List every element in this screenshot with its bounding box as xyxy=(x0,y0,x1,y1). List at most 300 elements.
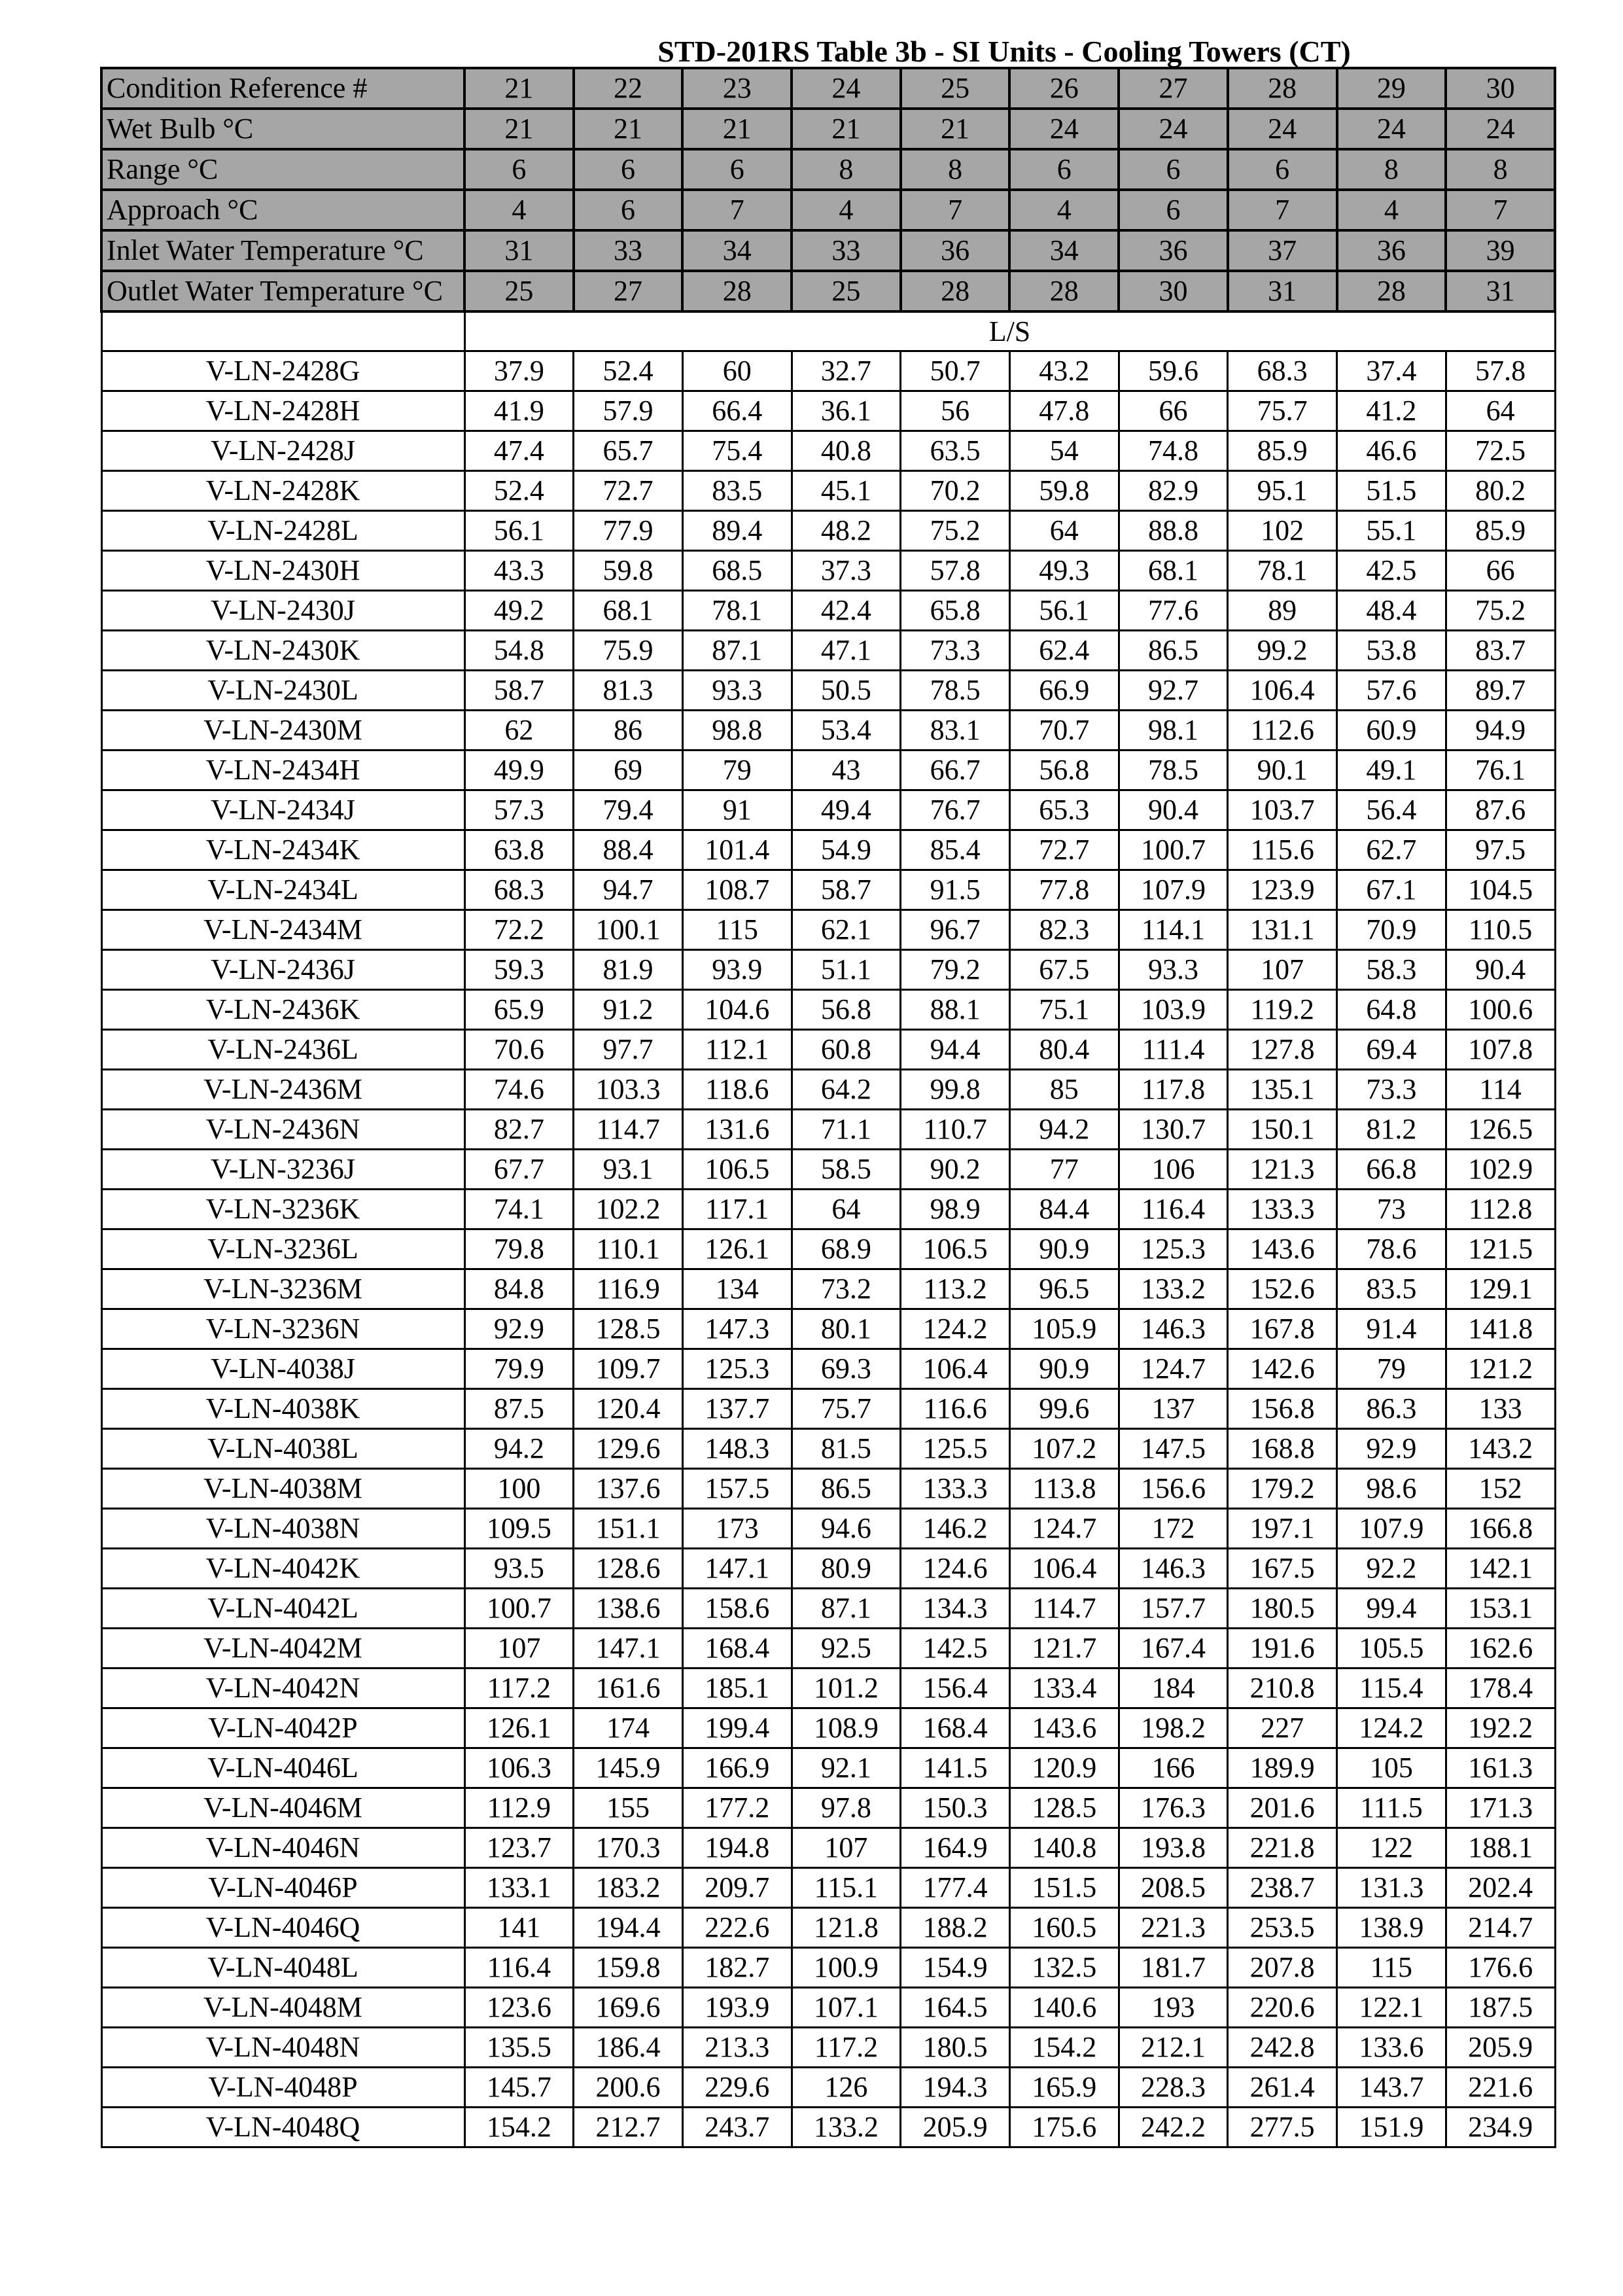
flow-value: 64 xyxy=(1446,391,1555,431)
flow-value: 47.1 xyxy=(792,631,901,671)
flow-value: 123.6 xyxy=(464,1988,574,2028)
table-row xyxy=(101,431,1555,471)
flow-value: 90.9 xyxy=(1009,1349,1119,1389)
flow-value: 194.4 xyxy=(574,1908,683,1948)
flow-value: 90.4 xyxy=(1119,790,1228,830)
flow-value: 109.7 xyxy=(574,1349,683,1389)
header-value: 23 xyxy=(682,68,792,109)
flow-value: 75.7 xyxy=(792,1389,901,1429)
table-row xyxy=(101,910,1555,950)
header-value: 6 xyxy=(1228,149,1337,190)
header-value: 28 xyxy=(1228,68,1337,109)
flow-value: 176.3 xyxy=(1119,1788,1228,1828)
flow-value: 150.3 xyxy=(901,1788,1010,1828)
table-row xyxy=(101,950,1555,990)
table-row xyxy=(101,711,1555,751)
flow-value: 133.2 xyxy=(1119,1269,1228,1309)
header-value: 33 xyxy=(792,230,901,271)
flow-value: 103.7 xyxy=(1228,790,1337,830)
table-row xyxy=(101,1229,1555,1269)
model-name: V-LN-2434K xyxy=(101,830,464,870)
flow-value: 174 xyxy=(574,1708,683,1748)
flow-value: 75.2 xyxy=(1446,591,1555,631)
flow-value: 142.6 xyxy=(1228,1349,1337,1389)
flow-value: 54.8 xyxy=(464,631,574,671)
flow-value: 107.9 xyxy=(1119,870,1228,910)
flow-value: 209.7 xyxy=(682,1868,792,1908)
flow-value: 63.5 xyxy=(901,431,1010,471)
table-row xyxy=(101,671,1555,711)
flow-value: 66 xyxy=(1119,391,1228,431)
flow-value: 87.5 xyxy=(464,1389,574,1429)
flow-value: 208.5 xyxy=(1119,1868,1228,1908)
flow-value: 134.3 xyxy=(901,1589,1010,1629)
flow-value: 75.1 xyxy=(1009,990,1119,1030)
model-name: V-LN-2436J xyxy=(101,950,464,990)
header-value: 31 xyxy=(1228,271,1337,311)
flow-value: 75.9 xyxy=(574,631,683,671)
table-row xyxy=(101,870,1555,910)
flow-value: 126.1 xyxy=(682,1229,792,1269)
model-name: V-LN-4048P xyxy=(101,2068,464,2108)
flow-value: 138.6 xyxy=(574,1589,683,1629)
flow-value: 110.1 xyxy=(574,1229,683,1269)
flow-value: 131.6 xyxy=(682,1110,792,1150)
flow-value: 125.3 xyxy=(682,1349,792,1389)
flow-value: 180.5 xyxy=(901,2028,1010,2068)
table-row xyxy=(101,551,1555,591)
header-row xyxy=(101,271,1555,311)
flow-value: 84.8 xyxy=(464,1269,574,1309)
flow-value: 108.7 xyxy=(682,870,792,910)
flow-value: 64.2 xyxy=(792,1070,901,1110)
flow-value: 54.9 xyxy=(792,830,901,870)
flow-value: 142.1 xyxy=(1446,1549,1555,1589)
header-value: 24 xyxy=(792,68,901,109)
flow-value: 76.1 xyxy=(1446,751,1555,790)
flow-value: 99.2 xyxy=(1228,631,1337,671)
flow-value: 75.2 xyxy=(901,511,1010,551)
flow-value: 59.6 xyxy=(1119,351,1228,391)
flow-value: 172 xyxy=(1119,1509,1228,1549)
header-value: 21 xyxy=(682,109,792,149)
header-label: Approach °C xyxy=(101,190,464,230)
flow-value: 167.8 xyxy=(1228,1309,1337,1349)
flow-value: 228.3 xyxy=(1119,2068,1228,2108)
flow-value: 221.3 xyxy=(1119,1908,1228,1948)
table-row xyxy=(101,1429,1555,1469)
flow-value: 162.6 xyxy=(1446,1629,1555,1669)
flow-value: 117.8 xyxy=(1119,1070,1228,1110)
flow-value: 161.3 xyxy=(1446,1748,1555,1788)
flow-value: 68.3 xyxy=(464,870,574,910)
table-row xyxy=(101,1150,1555,1190)
flow-value: 92.5 xyxy=(792,1629,901,1669)
flow-value: 121.7 xyxy=(1009,1629,1119,1669)
flow-value: 128.6 xyxy=(574,1549,683,1589)
flow-value: 227 xyxy=(1228,1708,1337,1748)
table-row xyxy=(101,1988,1555,2028)
flow-value: 94.2 xyxy=(464,1429,574,1469)
flow-value: 106.5 xyxy=(682,1150,792,1190)
table-row xyxy=(101,391,1555,431)
model-name: V-LN-3236L xyxy=(101,1229,464,1269)
flow-value: 59.8 xyxy=(574,551,683,591)
flow-value: 41.2 xyxy=(1337,391,1446,431)
flow-value: 73 xyxy=(1337,1190,1446,1229)
flow-value: 89 xyxy=(1228,591,1337,631)
cooling-tower-table xyxy=(100,67,1556,2148)
flow-value: 100.7 xyxy=(1119,830,1228,870)
flow-value: 201.6 xyxy=(1228,1788,1337,1828)
header-value: 25 xyxy=(901,68,1010,109)
flow-value: 65.3 xyxy=(1009,790,1119,830)
flow-value: 85.9 xyxy=(1446,511,1555,551)
flow-value: 107 xyxy=(464,1629,574,1669)
flow-value: 93.3 xyxy=(1119,950,1228,990)
flow-value: 261.4 xyxy=(1228,2068,1337,2108)
flow-value: 68.1 xyxy=(1119,551,1228,591)
flow-value: 94.4 xyxy=(901,1030,1010,1070)
flow-value: 121.8 xyxy=(792,1908,901,1948)
flow-value: 59.8 xyxy=(1009,471,1119,511)
flow-value: 83.7 xyxy=(1446,631,1555,671)
flow-value: 166 xyxy=(1119,1748,1228,1788)
flow-value: 75.7 xyxy=(1228,391,1337,431)
flow-value: 137.6 xyxy=(574,1469,683,1509)
flow-value: 60.9 xyxy=(1337,711,1446,751)
header-label: Wet Bulb °C xyxy=(101,109,464,149)
flow-value: 57.3 xyxy=(464,790,574,830)
table-row xyxy=(101,1908,1555,1948)
flow-value: 143.6 xyxy=(1009,1708,1119,1748)
flow-value: 37.9 xyxy=(464,351,574,391)
flow-value: 73.2 xyxy=(792,1269,901,1309)
header-value: 26 xyxy=(1009,68,1119,109)
flow-value: 181.7 xyxy=(1119,1948,1228,1988)
header-value: 22 xyxy=(574,68,683,109)
flow-value: 116.9 xyxy=(574,1269,683,1309)
flow-value: 137 xyxy=(1119,1389,1228,1429)
flow-value: 124.7 xyxy=(1119,1349,1228,1389)
flow-value: 82.3 xyxy=(1009,910,1119,950)
flow-value: 121.2 xyxy=(1446,1349,1555,1389)
flow-value: 79.8 xyxy=(464,1229,574,1269)
flow-value: 42.4 xyxy=(792,591,901,631)
flow-value: 126.5 xyxy=(1446,1110,1555,1150)
header-value: 8 xyxy=(1337,149,1446,190)
flow-value: 49.3 xyxy=(1009,551,1119,591)
model-name: V-LN-4038N xyxy=(101,1509,464,1549)
flow-value: 207.8 xyxy=(1228,1948,1337,1988)
flow-value: 182.7 xyxy=(682,1948,792,1988)
flow-value: 47.8 xyxy=(1009,391,1119,431)
header-value: 8 xyxy=(1446,149,1555,190)
model-name: V-LN-4048M xyxy=(101,1988,464,2028)
flow-value: 93.9 xyxy=(682,950,792,990)
model-name: V-LN-2430L xyxy=(101,671,464,711)
header-value: 36 xyxy=(1337,230,1446,271)
table-row xyxy=(101,591,1555,631)
flow-value: 81.9 xyxy=(574,950,683,990)
header-value: 33 xyxy=(574,230,683,271)
table-row xyxy=(101,751,1555,790)
flow-value: 120.9 xyxy=(1009,1748,1119,1788)
flow-value: 112.9 xyxy=(464,1788,574,1828)
flow-value: 60.8 xyxy=(792,1030,901,1070)
flow-value: 137.7 xyxy=(682,1389,792,1429)
flow-value: 69.3 xyxy=(792,1349,901,1389)
header-value: 24 xyxy=(1337,109,1446,149)
flow-value: 114.1 xyxy=(1119,910,1228,950)
header-value: 25 xyxy=(464,271,574,311)
model-name: V-LN-4042L xyxy=(101,1589,464,1629)
flow-value: 88.1 xyxy=(901,990,1010,1030)
table-row xyxy=(101,351,1555,391)
model-name: V-LN-2436M xyxy=(101,1070,464,1110)
model-name: V-LN-3236K xyxy=(101,1190,464,1229)
flow-value: 168.4 xyxy=(682,1629,792,1669)
header-value: 6 xyxy=(1119,190,1228,230)
flow-value: 130.7 xyxy=(1119,1110,1228,1150)
flow-value: 177.4 xyxy=(901,1868,1010,1908)
flow-value: 145.7 xyxy=(464,2068,574,2108)
flow-value: 141 xyxy=(464,1908,574,1948)
flow-value: 73.3 xyxy=(901,631,1010,671)
flow-value: 133.3 xyxy=(1228,1190,1337,1229)
flow-value: 64.8 xyxy=(1337,990,1446,1030)
flow-value: 70.2 xyxy=(901,471,1010,511)
flow-value: 65.9 xyxy=(464,990,574,1030)
flow-value: 65.8 xyxy=(901,591,1010,631)
table-row xyxy=(101,1748,1555,1788)
flow-value: 152.6 xyxy=(1228,1269,1337,1309)
model-name: V-LN-4038L xyxy=(101,1429,464,1469)
unit-spacer xyxy=(101,311,464,351)
flow-value: 154.2 xyxy=(464,2108,574,2147)
flow-value: 118.6 xyxy=(682,1070,792,1110)
flow-value: 100.6 xyxy=(1446,990,1555,1030)
header-value: 31 xyxy=(1446,271,1555,311)
flow-value: 84.4 xyxy=(1009,1190,1119,1229)
header-value: 28 xyxy=(682,271,792,311)
flow-value: 192.2 xyxy=(1446,1708,1555,1748)
table-row xyxy=(101,511,1555,551)
flow-value: 168.8 xyxy=(1228,1429,1337,1469)
flow-value: 87.1 xyxy=(792,1589,901,1629)
flow-value: 135.5 xyxy=(464,2028,574,2068)
flow-value: 126 xyxy=(792,2068,901,2108)
table-row xyxy=(101,990,1555,1030)
table-row xyxy=(101,1110,1555,1150)
flow-value: 67.1 xyxy=(1337,870,1446,910)
flow-value: 107.8 xyxy=(1446,1030,1555,1070)
flow-value: 177.2 xyxy=(682,1788,792,1828)
header-value: 28 xyxy=(1337,271,1446,311)
flow-value: 89.7 xyxy=(1446,671,1555,711)
model-name: V-LN-2430H xyxy=(101,551,464,591)
flow-value: 86.5 xyxy=(1119,631,1228,671)
flow-value: 121.5 xyxy=(1446,1229,1555,1269)
flow-value: 114 xyxy=(1446,1070,1555,1110)
flow-value: 101.4 xyxy=(682,830,792,870)
model-name: V-LN-4042K xyxy=(101,1549,464,1589)
flow-value: 88.8 xyxy=(1119,511,1228,551)
table-row xyxy=(101,1669,1555,1708)
flow-value: 49.9 xyxy=(464,751,574,790)
flow-value: 55.1 xyxy=(1337,511,1446,551)
flow-value: 127.8 xyxy=(1228,1030,1337,1070)
flow-value: 156.6 xyxy=(1119,1469,1228,1509)
flow-value: 58.7 xyxy=(464,671,574,711)
flow-value: 112.1 xyxy=(682,1030,792,1070)
flow-value: 48.4 xyxy=(1337,591,1446,631)
flow-value: 41.9 xyxy=(464,391,574,431)
flow-value: 202.4 xyxy=(1446,1868,1555,1908)
flow-value: 184 xyxy=(1119,1669,1228,1708)
flow-value: 253.5 xyxy=(1228,1908,1337,1948)
flow-value: 205.9 xyxy=(901,2108,1010,2147)
flow-value: 53.8 xyxy=(1337,631,1446,671)
flow-value: 93.3 xyxy=(682,671,792,711)
model-name: V-LN-2428K xyxy=(101,471,464,511)
model-name: V-LN-4048L xyxy=(101,1948,464,1988)
model-name: V-LN-2436L xyxy=(101,1030,464,1070)
flow-value: 140.8 xyxy=(1009,1828,1119,1868)
flow-value: 114.7 xyxy=(574,1110,683,1150)
flow-value: 119.2 xyxy=(1228,990,1337,1030)
table-row xyxy=(101,1030,1555,1070)
header-value: 31 xyxy=(464,230,574,271)
flow-value: 141.8 xyxy=(1446,1309,1555,1349)
flow-value: 100.9 xyxy=(792,1948,901,1988)
flow-value: 48.2 xyxy=(792,511,901,551)
flow-value: 49.1 xyxy=(1337,751,1446,790)
flow-value: 122.1 xyxy=(1337,1988,1446,2028)
table-title: STD-201RS Table 3b - SI Units - Cooling Towers (CT) xyxy=(657,35,1351,68)
header-value: 28 xyxy=(901,271,1010,311)
flow-value: 90.4 xyxy=(1446,950,1555,990)
table-row xyxy=(101,2068,1555,2108)
flow-value: 167.4 xyxy=(1119,1629,1228,1669)
flow-value: 124.2 xyxy=(1337,1708,1446,1748)
header-value: 6 xyxy=(574,149,683,190)
flow-value: 67.7 xyxy=(464,1150,574,1190)
flow-value: 107 xyxy=(1228,950,1337,990)
flow-value: 86.3 xyxy=(1337,1389,1446,1429)
model-name: V-LN-4048Q xyxy=(101,2108,464,2147)
flow-value: 85 xyxy=(1009,1070,1119,1110)
flow-value: 212.7 xyxy=(574,2108,683,2147)
flow-value: 57.6 xyxy=(1337,671,1446,711)
flow-value: 81.2 xyxy=(1337,1110,1446,1150)
flow-value: 70.9 xyxy=(1337,910,1446,950)
flow-value: 121.3 xyxy=(1228,1150,1337,1190)
flow-value: 113.2 xyxy=(901,1269,1010,1309)
flow-value: 168.4 xyxy=(901,1708,1010,1748)
flow-value: 242.2 xyxy=(1119,2108,1228,2147)
flow-value: 175.6 xyxy=(1009,2108,1119,2147)
model-name: V-LN-2436K xyxy=(101,990,464,1030)
flow-value: 92.9 xyxy=(464,1309,574,1349)
flow-value: 62.7 xyxy=(1337,830,1446,870)
flow-value: 106.4 xyxy=(901,1349,1010,1389)
flow-value: 108.9 xyxy=(792,1708,901,1748)
flow-value: 67.5 xyxy=(1009,950,1119,990)
flow-value: 234.9 xyxy=(1446,2108,1555,2147)
model-name: V-LN-2428L xyxy=(101,511,464,551)
flow-value: 76.7 xyxy=(901,790,1010,830)
flow-value: 79.9 xyxy=(464,1349,574,1389)
flow-value: 54 xyxy=(1009,431,1119,471)
flow-value: 63.8 xyxy=(464,830,574,870)
flow-value: 133.6 xyxy=(1337,2028,1446,2068)
flow-value: 52.4 xyxy=(574,351,683,391)
flow-value: 64 xyxy=(792,1190,901,1229)
flow-value: 87.1 xyxy=(682,631,792,671)
flow-value: 66.8 xyxy=(1337,1150,1446,1190)
flow-value: 124.6 xyxy=(901,1549,1010,1589)
flow-value: 199.4 xyxy=(682,1708,792,1748)
flow-value: 93.5 xyxy=(464,1549,574,1589)
flow-value: 222.6 xyxy=(682,1908,792,1948)
flow-value: 47.4 xyxy=(464,431,574,471)
model-name: V-LN-3236M xyxy=(101,1269,464,1309)
header-value: 27 xyxy=(574,271,683,311)
flow-value: 64 xyxy=(1009,511,1119,551)
flow-value: 116.4 xyxy=(464,1948,574,1988)
header-value: 21 xyxy=(574,109,683,149)
flow-value: 115 xyxy=(1337,1948,1446,1988)
flow-value: 59.3 xyxy=(464,950,574,990)
flow-value: 146.3 xyxy=(1119,1549,1228,1589)
flow-value: 106.3 xyxy=(464,1748,574,1788)
flow-value: 90.2 xyxy=(901,1150,1010,1190)
flow-value: 99.6 xyxy=(1009,1389,1119,1429)
model-name: V-LN-2430J xyxy=(101,591,464,631)
model-name: V-LN-4038J xyxy=(101,1349,464,1389)
flow-value: 94.9 xyxy=(1446,711,1555,751)
flow-value: 188.2 xyxy=(901,1908,1010,1948)
flow-value: 79 xyxy=(1337,1349,1446,1389)
flow-value: 91.4 xyxy=(1337,1309,1446,1349)
flow-value: 78.5 xyxy=(1119,751,1228,790)
header-value: 7 xyxy=(1446,190,1555,230)
flow-value: 154.9 xyxy=(901,1948,1010,1988)
flow-value: 164.9 xyxy=(901,1828,1010,1868)
flow-value: 193.9 xyxy=(682,1988,792,2028)
model-name: V-LN-4038K xyxy=(101,1389,464,1429)
flow-value: 197.1 xyxy=(1228,1509,1337,1549)
flow-value: 60 xyxy=(682,351,792,391)
flow-value: 82.9 xyxy=(1119,471,1228,511)
flow-value: 129.1 xyxy=(1446,1269,1555,1309)
header-value: 6 xyxy=(682,149,792,190)
table-header xyxy=(101,68,1555,351)
flow-value: 143.2 xyxy=(1446,1429,1555,1469)
flow-value: 133.3 xyxy=(901,1469,1010,1509)
flow-value: 93.1 xyxy=(574,1150,683,1190)
flow-value: 205.9 xyxy=(1446,2028,1555,2068)
flow-value: 83.5 xyxy=(682,471,792,511)
flow-value: 79.2 xyxy=(901,950,1010,990)
flow-value: 106.4 xyxy=(1228,671,1337,711)
table-row xyxy=(101,830,1555,870)
flow-value: 56.8 xyxy=(792,990,901,1030)
flow-value: 98.6 xyxy=(1337,1469,1446,1509)
flow-value: 74.6 xyxy=(464,1070,574,1110)
flow-value: 100 xyxy=(464,1469,574,1509)
